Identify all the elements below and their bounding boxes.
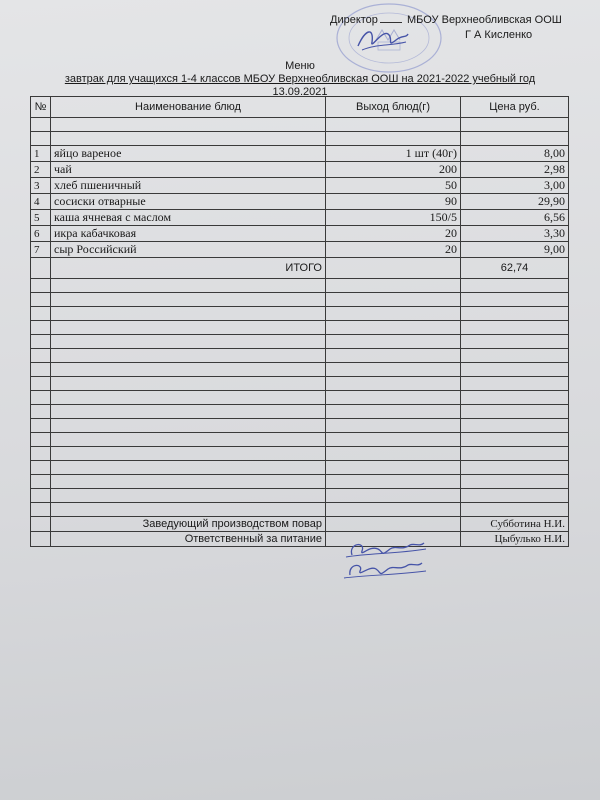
table-row-empty [31, 363, 569, 377]
dish-output: 90 [326, 194, 461, 210]
chef-name: Субботина Н.И. [461, 517, 569, 532]
table-row-empty [31, 335, 569, 349]
dish-price: 3,30 [461, 226, 569, 242]
column-header-dish: Наименование блюд [51, 97, 326, 118]
table-row-empty [31, 461, 569, 475]
dish-price: 8,00 [461, 146, 569, 162]
table-row: 3 хлеб пшеничный 50 3,00 [31, 178, 569, 194]
total-label: ИТОГО [51, 258, 326, 279]
dish-name: хлеб пшеничный [51, 178, 326, 194]
table-row-empty [31, 321, 569, 335]
dish-price: 9,00 [461, 242, 569, 258]
dish-price: 3,00 [461, 178, 569, 194]
chef-role: Заведующий производством повар [51, 517, 326, 532]
dish-name: яйцо вареное [51, 146, 326, 162]
dish-name: чай [51, 162, 326, 178]
column-header-price: Цена руб. [461, 97, 569, 118]
dish-name: сыр Российский [51, 242, 326, 258]
table-row-empty [31, 405, 569, 419]
menu-date: 13.09.2021 [272, 86, 328, 98]
table-row-empty [31, 377, 569, 391]
table-row-empty [31, 118, 569, 132]
total-row [31, 258, 569, 279]
dish-output: 50 [326, 178, 461, 194]
table-row: 2 чай 200 2,98 [31, 162, 569, 178]
dish-output: 20 [326, 242, 461, 258]
column-header-number: № [31, 97, 51, 118]
menu-title: Меню [285, 60, 315, 72]
table-row-empty [31, 447, 569, 461]
table-row-empty [31, 279, 569, 293]
document-heading [30, 60, 570, 99]
staff-signatures [340, 537, 430, 582]
dish-price: 29,90 [461, 194, 569, 210]
table-row: 7 сыр Российский 20 9,00 [31, 242, 569, 258]
table-row-empty [31, 475, 569, 489]
dish-output: 20 [326, 226, 461, 242]
table-row-empty [31, 349, 569, 363]
menu-subtitle: завтрак для учащихся 1-4 классов МБОУ Верхнеобливская ООШ на 2021-2022 учебный год [64, 73, 536, 85]
table-row-empty [31, 132, 569, 146]
table-row-empty [31, 433, 569, 447]
total-value: 62,74 [461, 258, 569, 279]
responsible-role: Ответственный за питание [51, 532, 326, 547]
table-row-empty [31, 293, 569, 307]
table-row-empty [31, 489, 569, 503]
organization-name: МБОУ Верхнеобливская ООШ [406, 14, 562, 26]
menu-table [30, 96, 569, 547]
dish-price: 6,56 [461, 210, 569, 226]
dish-price: 2,98 [461, 162, 569, 178]
dish-output: 200 [326, 162, 461, 178]
dish-name: сосиски отварные [51, 194, 326, 210]
director-name: Г А Кисленко [465, 29, 533, 41]
table-row-empty [31, 307, 569, 321]
table-row: 1 яйцо вареное 1 шт (40г) 8,00 [31, 146, 569, 162]
dish-output: 1 шт (40г) [326, 146, 461, 162]
table-row-empty [31, 503, 569, 517]
dish-output: 150/5 [326, 210, 461, 226]
table-row-empty [31, 419, 569, 433]
director-position: Директор [330, 14, 378, 26]
dish-name: каша ячневая с маслом [51, 210, 326, 226]
director-signature [352, 20, 412, 56]
table-row: 4 сосиски отварные 90 29,90 [31, 194, 569, 210]
table-row: 5 каша ячневая с маслом 150/5 6,56 [31, 210, 569, 226]
table-header [31, 97, 569, 118]
footer-row-responsible [31, 532, 569, 547]
responsible-name: Цыбулько Н.И. [461, 532, 569, 547]
table-row-empty [31, 391, 569, 405]
footer-row-chef [31, 517, 569, 532]
dish-name: икра кабачковая [51, 226, 326, 242]
table-row: 6 икра кабачковая 20 3,30 [31, 226, 569, 242]
column-header-output: Выход блюд(г) [326, 97, 461, 118]
